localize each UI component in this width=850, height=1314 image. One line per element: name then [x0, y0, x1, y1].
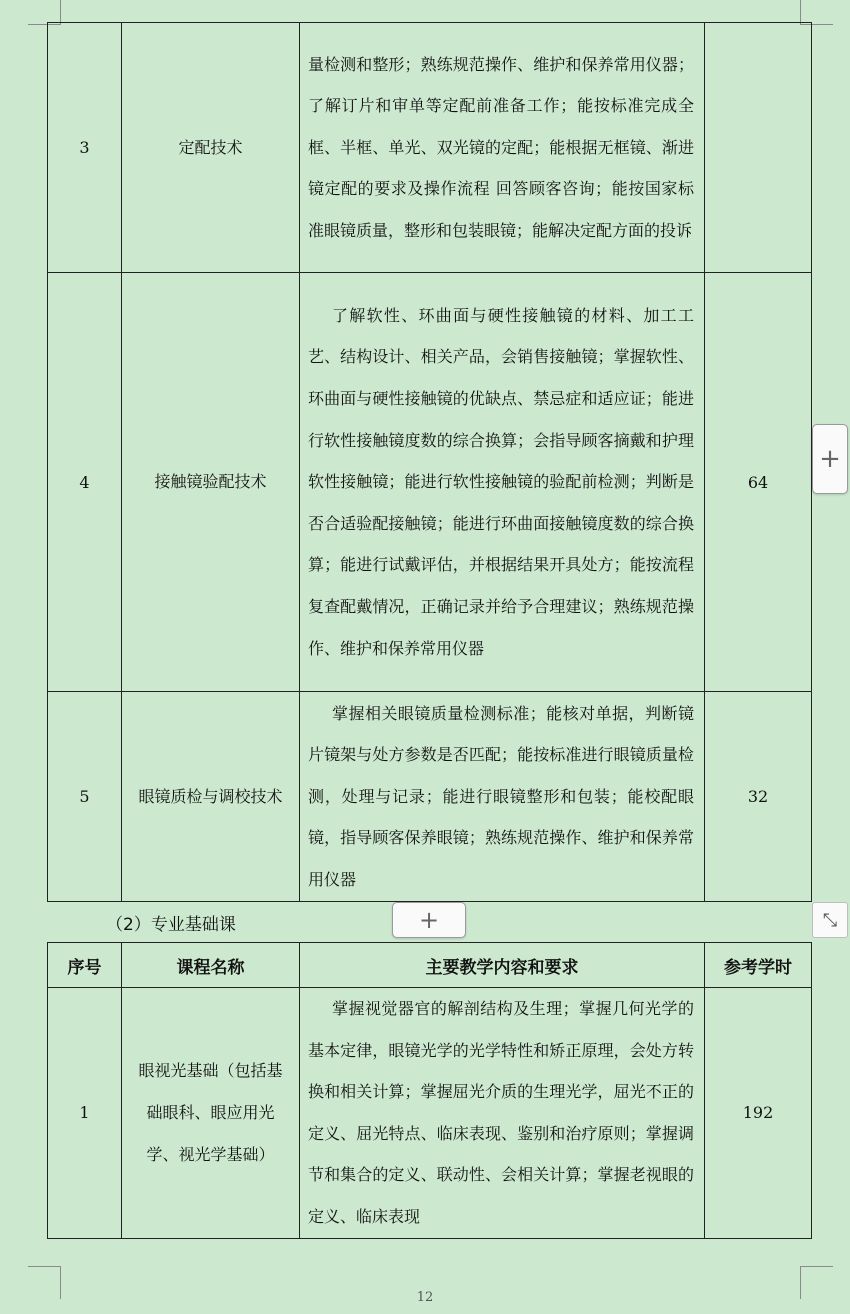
course-hours: 64 [705, 273, 812, 692]
add-row-button[interactable] [392, 902, 466, 938]
header-content: 主要教学内容和要求 [300, 943, 705, 988]
course-content: 量检测和整形；熟练规范操作、维护和保养常用仪器；了解订片和审单等定配前准备工作；能按标准完成全框、半框、单光、双光镜的定配；能根据无框镜、渐进镜定配的要求及操作流程 回答顾客咨询；能按国家标准眼镜质量，整形和包装眼镜；能解决定配方面的投诉 [300, 23, 705, 273]
row-number: 3 [48, 23, 122, 273]
course-table-continued [47, 22, 812, 902]
add-column-button[interactable] [812, 424, 848, 494]
table-row [48, 692, 812, 902]
course-name: 眼镜质检与调校技术 [122, 692, 300, 902]
row-number: 5 [48, 692, 122, 902]
course-content: 掌握视觉器官的解剖结构及生理；掌握几何光学的基本定律，眼镜光学的光学特性和矫正原理，会处方转换和相关计算；掌握屈光介质的生理光学，屈光不正的定义、屈光特点、临床表现、鉴别和治疗原则；掌握调节和集合的定义、联动性、会相关计算；掌握老视眼的定义、临床表现 [300, 988, 705, 1239]
plus-icon: + [418, 906, 440, 934]
course-name: 定配技术 [122, 23, 300, 273]
course-name: 接触镜验配技术 [122, 273, 300, 692]
table-row [48, 23, 812, 273]
course-hours: 32 [705, 692, 812, 902]
row-number: 1 [48, 988, 122, 1239]
course-name: 眼视光基础（包括基础眼科、眼应用光学、视光学基础） [122, 988, 300, 1239]
course-hours [705, 23, 812, 273]
table-header-row [48, 943, 812, 988]
page-number: 12 [416, 1290, 434, 1305]
course-content: 了解软性、环曲面与硬性接触镜的材料、加工工艺、结构设计、相关产品，会销售接触镜；掌握软性、环曲面与硬性接触镜的优缺点、禁忌症和适应证；能进行软性接触镜度数的综合换算；会指导顾客摘戴和护理软性接触镜；能进行软性接触镜的验配前检测；判断是否合适验配接触镜；能进行环曲面接触镜度数的综合换算；能进行试戴评估，并根据结果开具处方；能按流程复查配戴情况，正确记录并给予合理建议；熟练规范操作、维护和保养常用仪器 [300, 273, 705, 692]
header-name: 课程名称 [122, 943, 300, 988]
row-number: 4 [48, 273, 122, 692]
resize-icon: ⤡ [822, 909, 838, 931]
table-row [48, 988, 812, 1239]
header-hours: 参考学时 [705, 943, 812, 988]
section-title: （2）专业基础课 [106, 915, 236, 935]
plus-icon: + [819, 444, 841, 474]
table-resize-handle[interactable] [812, 902, 848, 938]
course-table-basic [47, 942, 812, 1239]
course-content: 掌握相关眼镜质量检测标准；能核对单据，判断镜片镜架与处方参数是否匹配；能按标准进行眼镜质量检测，处理与记录；能进行眼镜整形和包装；能校配眼镜，指导顾客保养眼镜；熟练规范操作、维护和保养常用仪器 [300, 692, 705, 902]
table-row [48, 273, 812, 692]
header-num: 序号 [48, 943, 122, 988]
course-hours: 192 [705, 988, 812, 1239]
